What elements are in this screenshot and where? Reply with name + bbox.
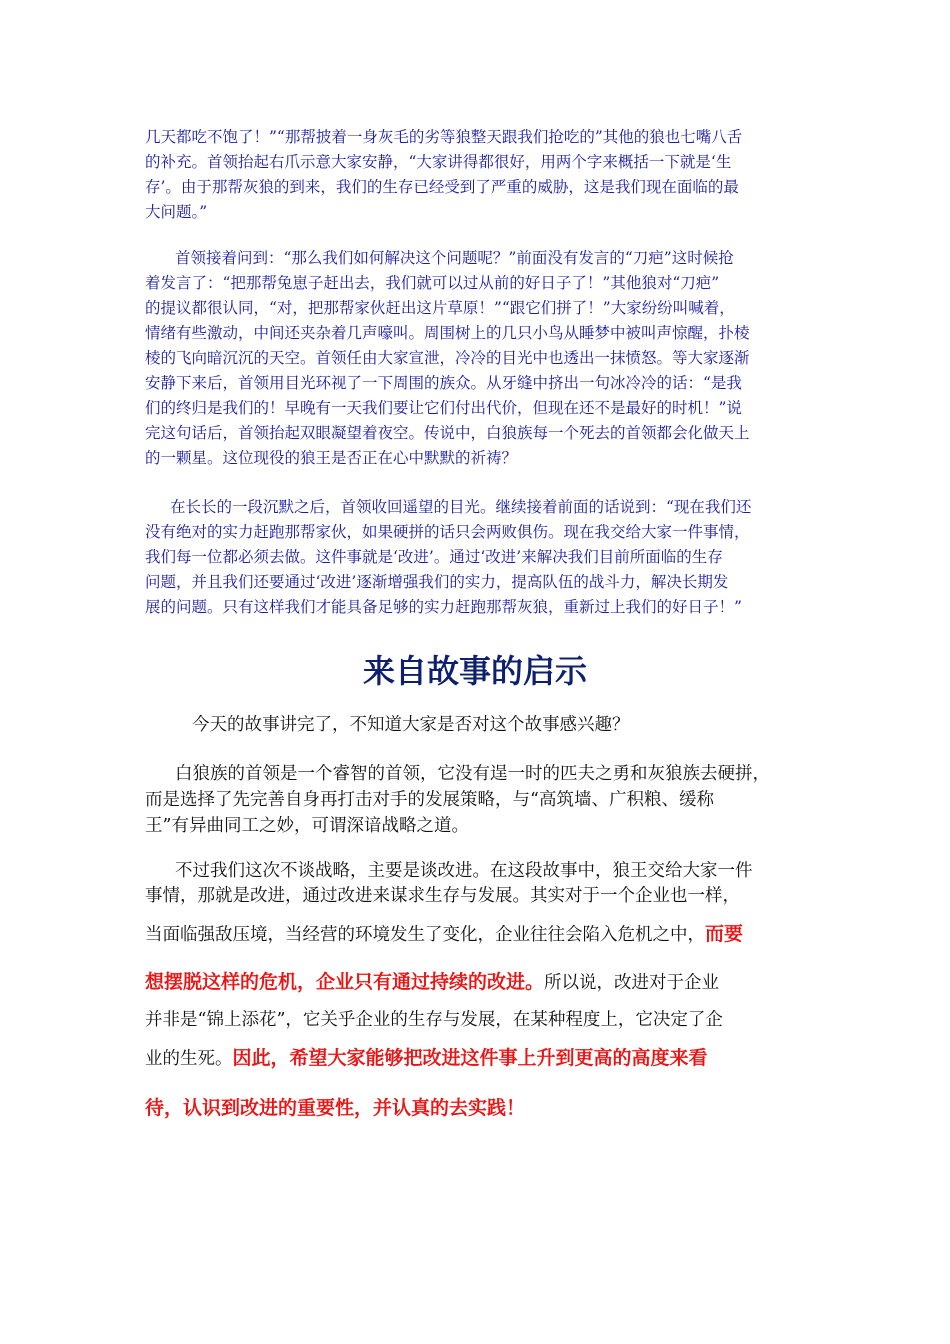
text-line: 事情，那就是改进，通过改进来谋求生存与发展。其实对于一个企业也一样，	[145, 886, 740, 906]
text-line: 存’。由于那帮灰狼的到来，我们的生存已经受到了严重的威胁，这是我们现在面临的最	[145, 178, 739, 196]
text-line: 问题，并且我们还要通过‘改进’逐渐增强我们的实力，提高队伍的战斗力，解决长期发	[145, 573, 729, 591]
text-line: 的补充。首领抬起右爪示意大家安静，“大家讲得都很好，用两个字来概括一下就是‘生	[145, 153, 732, 171]
text-line: 没有绝对的实力赶跑那帮家伙，如果硬拼的话只会两败俱伤。现在我交给大家一件事情，	[145, 523, 750, 541]
text-line: 着发言了：“把那帮兔崽子赶出去，我们就可以过从前的好日子了！”其他狼对“刀疤”	[145, 274, 720, 292]
highlighted-text: 想摆脱这样的危机，企业只有通过持续的改进。	[145, 971, 545, 993]
text-line: 几天都吃不饱了！”“那帮披着一身灰毛的劣等狼整天跟我们抢吃的”其他的狼也七嘴八舌	[145, 128, 743, 146]
text-line: 我们每一位都必须去做。这件事就是‘改进’。通过‘改进’来解决我们目前所面临的生存	[145, 548, 723, 566]
intro-line: 今天的故事讲完了，不知道大家是否对这个故事感兴趣？	[192, 715, 630, 735]
text-line	[145, 1045, 708, 1072]
text-line	[145, 1095, 525, 1122]
text-line	[145, 921, 743, 948]
text-line: 完这句话后，首领抬起双眼凝望着夜空。传说中，白狼族每一个死去的首领都会化做天上	[145, 424, 750, 442]
text-line: 棱的飞向暗沉沉的天空。首领任由大家宣泄，冷冷的目光中也透出一抹愤怒。等大家逐渐	[145, 349, 750, 367]
text-line	[145, 969, 719, 996]
text-run: 所以说，改进对于企业	[544, 973, 720, 993]
text-line: 并非是“锦上添花”，它关乎企业的生存与发展，在某种程度上，它决定了企	[145, 1010, 723, 1030]
text-line: 展的问题。只有这样我们才能具备足够的实力赶跑那帮灰狼，重新过上我们的好日子！”	[145, 598, 742, 616]
text-line: 不过我们这次不谈战略，主要是谈改进。在这段故事中，狼王交给大家一件	[175, 861, 753, 881]
text-line: 安静下来后，首领用目光环视了一下周围的族众。从牙缝中挤出一句冰冷冷的话：“是我	[145, 374, 742, 392]
text-line: 白狼族的首领是一个睿智的首领，它没有逞一时的匹夫之勇和灰狼族去硬拼，	[175, 764, 770, 784]
text-line: 而是选择了先完善自身再打击对手的发展策略，与“高筑墙、广积粮、缓称	[145, 790, 714, 810]
text-line: 情绪有些激动，中间还夹杂着几声嚎叫。周围树上的几只小鸟从睡梦中被叫声惊醒，扑棱	[145, 324, 750, 342]
section-title: 来自故事的启示	[362, 652, 587, 690]
text-line: 们的终归是我们的！早晚有一天我们要让它们付出代价，但现在还不是最好的时机！”说	[145, 399, 742, 417]
text-line: 的提议都很认同，“对，把那帮家伙赶出这片草原！”“跟它们拼了！”大家纷纷叫喊着，	[145, 299, 735, 317]
text-line: 首领接着问到：“那么我们如何解决这个问题呢？”前面没有发言的“刀疤”这时候抢	[175, 249, 734, 267]
text-run: 业的生死。	[145, 1049, 233, 1069]
text-line: 大问题。”	[145, 203, 208, 221]
text-line: 王”有异曲同工之妙，可谓深谙战略之道。	[145, 816, 469, 836]
highlighted-text: 因此，希望大家能够把改进这件事上升到更高的高度来看	[232, 1047, 708, 1069]
highlighted-text: 而要	[705, 923, 744, 945]
highlighted-text: 待，认识到改进的重要性，并认真的去实践！	[145, 1097, 526, 1119]
text-line: 的一颗星。这位现役的狼王是否正在心中默默的祈祷？	[145, 449, 518, 467]
text-line: 在长长的一段沉默之后，首领收回遥望的目光。继续接着前面的话说到：“现在我们还	[170, 498, 752, 516]
text-run: 当面临强敌压境，当经营的环境发生了变化，企业往往会陷入危机之中，	[145, 925, 705, 945]
